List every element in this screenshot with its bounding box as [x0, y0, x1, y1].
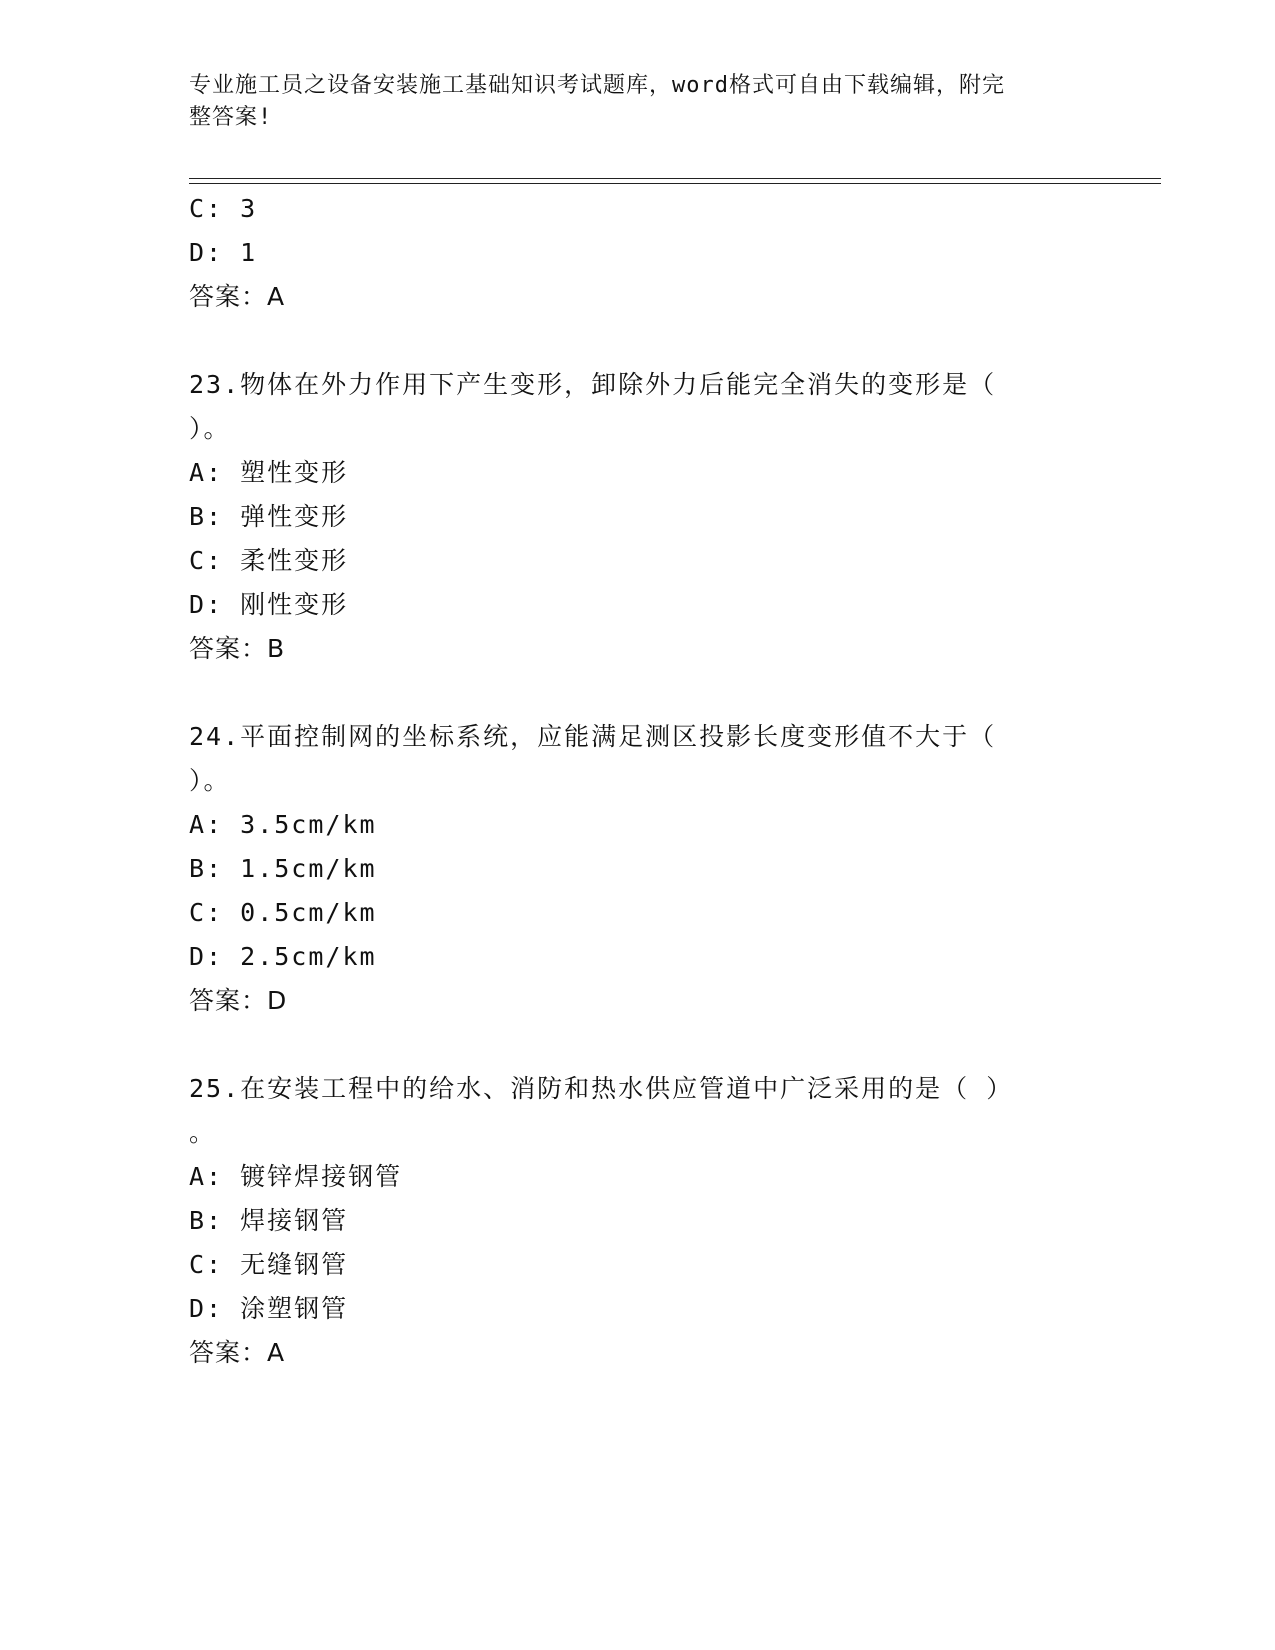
- q24-option-b: B: 1.5cm/km: [189, 854, 377, 883]
- q24-answer: 答案：D: [189, 986, 288, 1015]
- q24-option-d: D: 2.5cm/km: [189, 942, 377, 971]
- q25-option-b: B: 焊接钢管: [189, 1206, 349, 1235]
- q25-answer: 答案：A: [189, 1338, 286, 1367]
- q25-option-a: A: 镀锌焊接钢管: [189, 1162, 403, 1191]
- q23-stem-line2: ）。: [189, 414, 231, 443]
- q23-stem-line1: 23.物体在外力作用下产生变形，卸除外力后能完全消失的变形是（: [189, 370, 997, 399]
- header-title-line2: 整答案!: [189, 105, 273, 130]
- q25-option-c: C: 无缝钢管: [189, 1250, 349, 1279]
- page-header: [189, 70, 1089, 134]
- q25-option-d: D: 涂塑钢管: [189, 1294, 349, 1323]
- q24-stem-line1: 24.平面控制网的坐标系统，应能满足测区投影长度变形值不大于（: [189, 722, 997, 751]
- q23-option-c: C: 柔性变形: [189, 546, 349, 575]
- q23-answer: 答案：B: [189, 634, 286, 663]
- header-divider-bottom: [189, 183, 1161, 184]
- q25-stem-line2: 。: [189, 1118, 217, 1147]
- q24-option-a: A: 3.5cm/km: [189, 810, 377, 839]
- prev-option-d: D: 1: [189, 238, 258, 267]
- q25-stem-line1: 25.在安装工程中的给水、消防和热水供应管道中广泛采用的是（ ）: [189, 1074, 1014, 1103]
- q23-option-d: D: 刚性变形: [189, 590, 349, 619]
- q23-option-b: B: 弹性变形: [189, 502, 349, 531]
- prev-option-c: C: 3: [189, 194, 258, 223]
- q24-option-c: C: 0.5cm/km: [189, 898, 377, 927]
- prev-answer: 答案：A: [189, 282, 286, 311]
- header-divider-top: [189, 178, 1161, 179]
- q23-option-a: A: 塑性变形: [189, 458, 349, 487]
- q24-stem-line2: ）。: [189, 766, 231, 795]
- header-title-line1: 专业施工员之设备安装施工基础知识考试题库，word格式可自由下载编辑，附完: [189, 73, 1005, 98]
